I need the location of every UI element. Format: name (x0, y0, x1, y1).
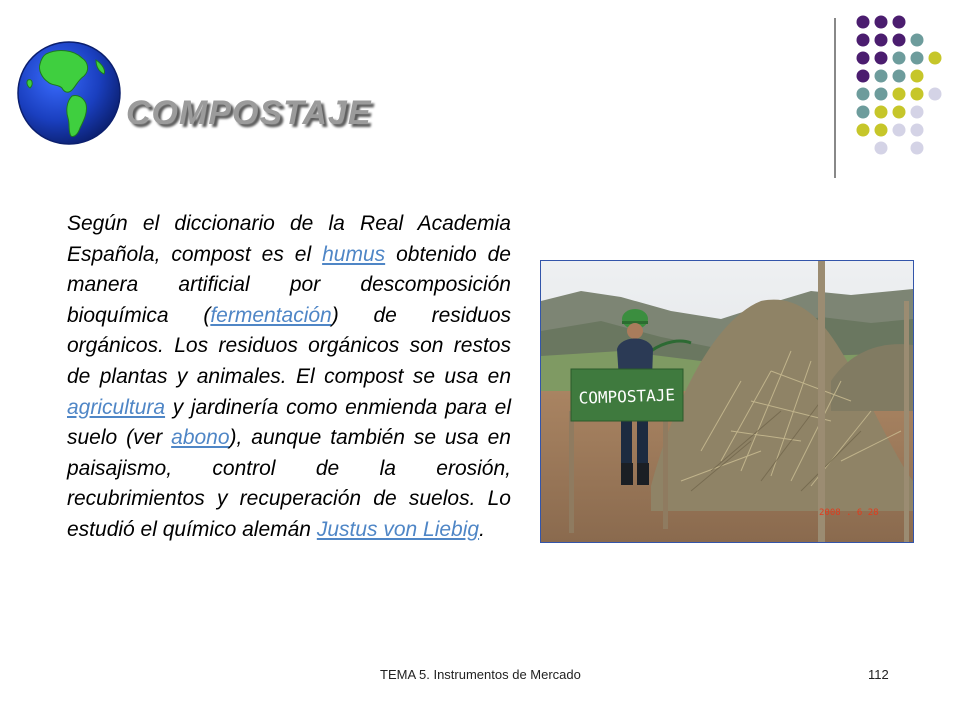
link-humus[interactable]: humus (322, 242, 386, 266)
vertical-divider (834, 18, 836, 178)
body-text-part: ) de residuos orgánicos. Los residuos orgánicos son restos de plantas y animales. El compost se usa en (67, 303, 511, 388)
body-text-part: . (479, 517, 485, 541)
footer-title: TEMA 5. Instrumentos de Mercado (380, 667, 581, 682)
dot-grid-group (857, 16, 942, 155)
body-text-part: Según el diccionario de la Real Academia Española, compost es el (67, 212, 511, 266)
link-justus-von-liebig[interactable]: Justus von Liebig (316, 517, 480, 541)
link-abono[interactable]: abono (171, 426, 230, 450)
body-text-part: ), aunque también se usa en paisajismo, control de la erosión, recubrimientos y recuperación de suelos. Lo estudió el químico alemán (67, 426, 511, 541)
body-paragraph (67, 209, 511, 546)
slide-title: COMPOSTAJE (126, 94, 372, 132)
photo-date-stamp: 2008 . 6 28 (819, 508, 879, 518)
compost-photo (540, 260, 914, 543)
link-fermentacion[interactable]: fermentación (210, 303, 332, 327)
body-text-part: y jardinería como enmienda para el suelo (ver (67, 395, 511, 450)
dot-grid-decoration (840, 12, 950, 162)
photo-sign-text: COMPOSTAJE (578, 385, 676, 408)
globe-icon (16, 40, 122, 146)
body-text-part: obtenido de manera artificial por descomposición bioquímica ( (67, 242, 511, 327)
link-agricultura[interactable]: agricultura (67, 395, 166, 419)
page-number: 112 (868, 667, 889, 682)
